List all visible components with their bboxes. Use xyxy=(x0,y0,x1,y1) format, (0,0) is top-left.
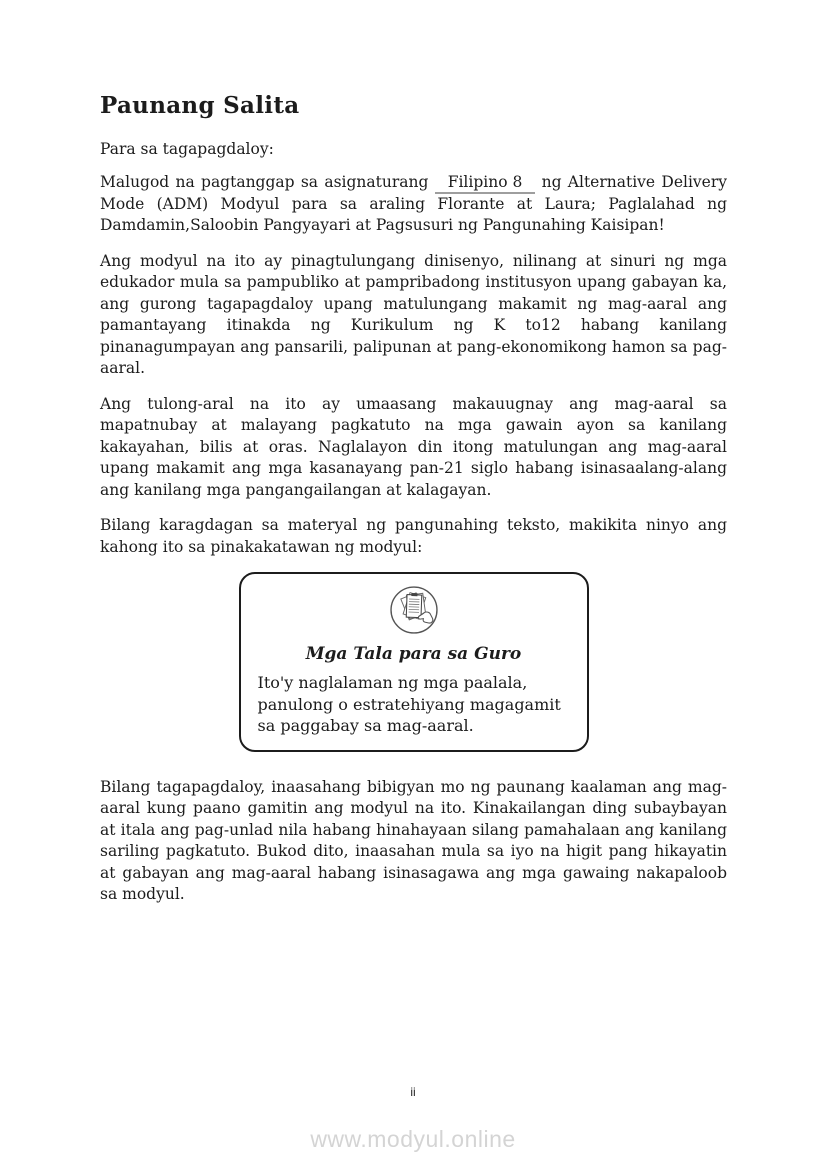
body-paragraph-4: Bilang karagdagan sa materyal ng pangunahing teksto, makikita ninyo ang kahong ito sa pinakakatawan ng modyul: xyxy=(100,516,727,556)
note-icon-container xyxy=(258,584,570,640)
page-number: ii xyxy=(410,1085,416,1099)
note-box-body: Ito'y naglalaman ng mga paalala, panulong o estratehiyang magagamit sa paggabay sa mag-aaral. xyxy=(257,673,561,735)
intro-text-before: Malugod na pagtanggap sa asignaturang xyxy=(100,172,429,191)
salutation-line: Para sa tagapagdaloy: xyxy=(100,140,274,158)
intro-text-after: ng Alternative Delivery Mode (ADM) Modyul para sa araling Florante at Laura; Paglalahad ng Damdamin,Saloobin Pangyayari at Pagsusuri ng Pangunahing Kaisipan! xyxy=(100,172,727,234)
note-box-title: Mga Tala para sa Guro xyxy=(305,644,522,664)
page-title: Paunang Salita xyxy=(100,92,300,119)
notes-hand-icon xyxy=(388,584,440,636)
body-paragraph-2: Ang modyul na ito ay pinagtulungang dinisenyo, nilinang at sinuri ng mga edukador mula sa pampubliko at pampribadong institusyon upang gabayan ka, ang gurong tagapagdaloy upang matulungang makamit ng mag-aaral ang pamantayang itinakda ng Kurikulum ng K to12 habang kanilang pinanagumpayan ang pansarili, palipunan at pang-ekonomikong hamon sa pag-aaral. xyxy=(100,251,727,377)
filled-blank-subject: Filipino 8 xyxy=(435,173,536,194)
body-paragraph-5: Bilang tagapagdaloy, inaasahang bibigyan mo ng paunang kaalaman ang mag-aaral kung paano gamitin ang modyul na ito. Kinakailangan ding subaybayan at itala ang pag-unlad nila habang hinahayaan silang pamahalaan ang kanilang sariling pagkatuto. Bukod dito, inaasahan mula sa iyo na higit pang hikayatin at gabayan ang mag-aaral habang isinasagawa ang mga gawaing nakapaloob sa modyul. xyxy=(100,777,727,903)
body-paragraph-3: Ang tulong-aral na ito ay umaasang makauugnay ang mag-aaral sa mapatnubay at malayang pagkatuto na mga gawain ayon sa kanilang kakayahan, bilis at oras. Naglalayon din itong matulungan ang mag-aaral upang makamit ang mga kasanayang pan-21 siglo habang isinasaalang-alang ang kanilang mga pangangailangan at kalagayan. xyxy=(100,394,727,499)
intro-paragraph xyxy=(100,172,727,237)
teacher-note-box xyxy=(239,572,589,752)
watermark-text: www.modyul.online xyxy=(310,1126,516,1152)
